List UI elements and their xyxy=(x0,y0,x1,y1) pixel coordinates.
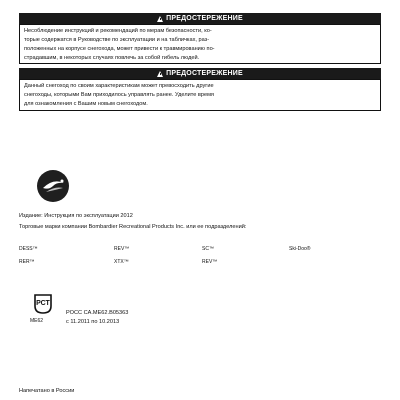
trademark-item: SC™ xyxy=(202,246,214,252)
trademark-item: DESS™ xyxy=(19,246,38,252)
trademark-item: REV™ xyxy=(202,259,218,265)
warning1-line: страдавшим, в некоторых случаях повлечь за собой гибель людей. xyxy=(24,55,200,61)
trademark-item: XTX™ xyxy=(114,259,129,265)
trademark-intro: Торговые марки компании Bombardier Recreational Products Inc. или ее подразделений: xyxy=(19,224,247,230)
cert-badge-text: РСТ xyxy=(36,300,50,307)
warning-header-1 xyxy=(19,13,381,24)
warning1-line: торые содержатся в Руководстве по эксплуатации и на табличках, раз- xyxy=(24,37,210,43)
cert-code: ME62 xyxy=(30,318,44,324)
printed-in-text: Напечатано в России xyxy=(19,388,75,394)
warning2-line: для ознакомления с Вашим новым снегоходом. xyxy=(24,101,148,107)
warning-title-1: ПРЕДОСТЕРЕЖЕНИЕ xyxy=(166,15,243,22)
warning-triangle-icon xyxy=(157,71,163,77)
trademark-item: RER™ xyxy=(19,259,35,265)
trademark-item: Ski-Doo® xyxy=(289,246,311,252)
cert-line-1: РОСС CA.ME62.B05363 xyxy=(66,310,129,316)
warning-box-2 xyxy=(19,79,381,111)
warning-box-1 xyxy=(19,24,381,64)
bombardier-logo-icon xyxy=(37,170,69,202)
warning-title-2: ПРЕДОСТЕРЕЖЕНИЕ xyxy=(166,70,243,77)
edition-text: Издание: Инструкция по эксплуатации 2012 xyxy=(19,213,133,219)
warning-triangle-icon xyxy=(157,16,163,22)
trademark-item: REV™ xyxy=(114,246,130,252)
cert-line-2: с 11.2011 по 10.2013 xyxy=(66,319,120,325)
warning2-line: Данный снегоход по своим характеристикам может превосходить другие xyxy=(24,83,214,89)
warning1-line: положенных на корпусе снегохода, может привести к травмированию по- xyxy=(24,46,215,52)
warning-header-2 xyxy=(19,68,381,79)
rst-certification-icon xyxy=(30,291,56,317)
warning1-line: Несоблюдение инструкций и рекомендаций по мерам безопасности, ко- xyxy=(24,28,212,34)
warning2-line: снегоходы, которыми Вам приходилось управлять ранее. Уделите время xyxy=(24,92,214,98)
